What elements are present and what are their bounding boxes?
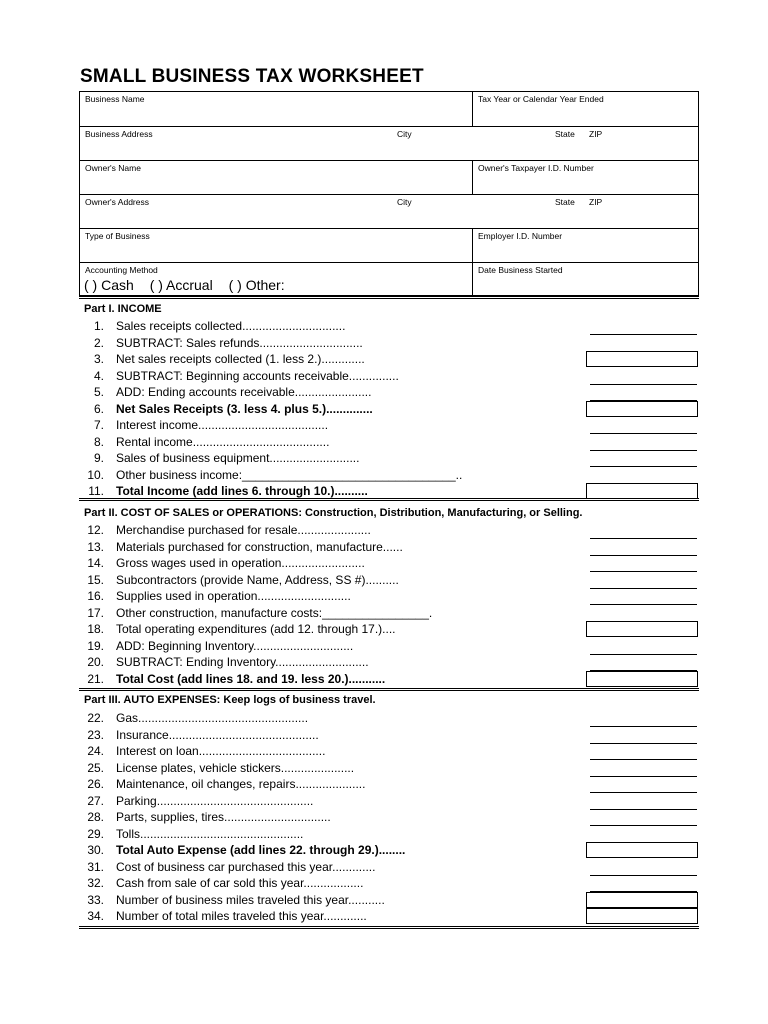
line-number: 13. <box>87 539 104 554</box>
worksheet-line <box>80 655 700 672</box>
line-number: 5. <box>93 385 104 399</box>
line-number: 27. <box>87 793 104 808</box>
line-number: 10. <box>87 467 104 482</box>
cash-checkbox[interactable]: ( ) Cash <box>84 277 134 293</box>
line-number: 16. <box>87 589 104 603</box>
line-number: 30. <box>87 843 104 857</box>
worksheet-line <box>80 761 700 778</box>
worksheet-line <box>80 843 700 860</box>
worksheet-line <box>80 893 700 910</box>
business-address-label: Business Address <box>85 129 153 139</box>
worksheet-line <box>80 589 700 606</box>
row-accounting-method <box>80 262 698 297</box>
worksheet-line <box>80 402 700 419</box>
amount-field[interactable] <box>586 621 698 637</box>
line-description: Rental income......................................... <box>116 434 330 449</box>
row-owners-address <box>80 194 698 228</box>
line-description: Number of total miles traveled this year............. <box>116 909 367 923</box>
row-business-address <box>80 126 698 160</box>
amount-field[interactable] <box>586 401 698 417</box>
line-number: 23. <box>87 727 104 742</box>
employer-id-label: Employer I.D. Number <box>478 231 563 241</box>
worksheet-line <box>80 672 700 689</box>
line-number: 24. <box>87 744 104 758</box>
business-zip-label: ZIP <box>589 129 603 139</box>
line-description: Total Income (add lines 6. through 10.).......... <box>116 484 368 498</box>
line-description: Subcontractors (provide Name, Address, SS #).......... <box>116 572 399 587</box>
worksheet-line <box>80 418 700 435</box>
owners-state-label: State <box>555 197 575 207</box>
worksheet-line <box>80 794 700 811</box>
worksheet-line <box>80 468 700 485</box>
line-description: ADD: Beginning Inventory.............................. <box>116 638 354 653</box>
worksheet-line <box>80 573 700 590</box>
line-number: 3. <box>93 352 104 366</box>
line-description: Total Cost (add lines 18. and 19. less 20.)........... <box>116 671 386 686</box>
amount-field[interactable] <box>586 671 698 687</box>
page-title: SMALL BUSINESS TAX WORKSHEET <box>80 66 424 87</box>
line-number: 1. <box>93 319 104 333</box>
line-description: Sales receipts collected............................... <box>116 319 346 333</box>
line-description: Gas................................................... <box>116 711 309 725</box>
owners-name-label: Owner's Name <box>85 163 141 173</box>
line-number: 14. <box>87 556 104 570</box>
amount-field[interactable] <box>586 908 698 924</box>
section-divider <box>79 498 699 501</box>
accounting-method-options <box>84 277 297 293</box>
accrual-checkbox[interactable]: ( ) Accrual <box>149 277 213 293</box>
row-business-name <box>80 92 698 126</box>
part2-heading: Part II. COST OF SALES or OPERATIONS: Construction, Distribution, Manufacturing, or Selling. <box>84 507 583 519</box>
line-number: 11. <box>88 484 104 498</box>
worksheet-line <box>80 369 700 386</box>
line-number: 26. <box>87 777 104 791</box>
line-description: ADD: Ending accounts receivable....................... <box>116 385 372 399</box>
line-description: License plates, vehicle stickers...................... <box>116 760 355 775</box>
line-number: 34. <box>87 909 104 923</box>
line-number: 29. <box>87 826 104 841</box>
line-description: SUBTRACT: Beginning accounts receivable............... <box>116 368 399 383</box>
worksheet-line <box>80 540 700 557</box>
line-number: 21. <box>87 671 104 686</box>
section-divider <box>79 688 699 691</box>
line-number: 25. <box>87 760 104 775</box>
part3-heading: Part III. AUTO EXPENSES: Keep logs of business travel. <box>84 694 376 706</box>
worksheet-line <box>80 336 700 353</box>
line-description: Cash from sale of car sold this year.................. <box>116 876 364 890</box>
worksheet-line <box>80 744 700 761</box>
owners-address-label: Owner's Address <box>85 197 149 207</box>
owners-tin-label: Owner's Taxpayer I.D. Number <box>478 163 594 173</box>
amount-field[interactable] <box>586 892 698 908</box>
worksheet-line <box>80 622 700 639</box>
line-description: Parts, supplies, tires................................ <box>116 810 331 824</box>
worksheet-line <box>80 711 700 728</box>
worksheet-line <box>80 606 700 623</box>
line-description: SUBTRACT: Ending Inventory............................ <box>116 655 369 669</box>
section-divider <box>79 296 699 299</box>
row-type-of-business <box>80 228 698 262</box>
line-description: Tolls................................................. <box>116 826 304 841</box>
worksheet-line <box>80 435 700 452</box>
line-number: 8. <box>93 434 104 449</box>
business-name-label: Business Name <box>85 94 145 104</box>
worksheet-line <box>80 556 700 573</box>
other-checkbox[interactable]: ( ) Other: <box>228 277 285 293</box>
line-description: Total operating expenditures (add 12. through 17.).... <box>116 622 396 636</box>
line-number: 31. <box>87 859 104 874</box>
line-number: 12. <box>87 523 104 537</box>
tax-year-label: Tax Year or Calendar Year Ended <box>478 94 604 104</box>
line-description: Number of business miles traveled this year........... <box>116 892 385 907</box>
line-number: 20. <box>87 655 104 669</box>
date-started-label: Date Business Started <box>478 265 563 275</box>
type-of-business-label: Type of Business <box>85 231 150 241</box>
worksheet-line <box>80 860 700 877</box>
line-description: Other construction, manufacture costs:________________. <box>116 605 433 620</box>
amount-field[interactable] <box>586 351 698 367</box>
line-description: Supplies used in operation............................ <box>116 589 351 603</box>
worksheet-line <box>80 352 700 369</box>
line-number: 2. <box>93 335 104 350</box>
worksheet-line <box>80 810 700 827</box>
line-number: 33. <box>87 892 104 907</box>
line-description: Interest on loan...................................... <box>116 744 326 758</box>
line-description: Merchandise purchased for resale...................... <box>116 523 371 537</box>
business-state-label: State <box>555 129 575 139</box>
line-number: 9. <box>93 451 104 465</box>
owners-zip-label: ZIP <box>589 197 603 207</box>
line-description: Sales of business equipment........................... <box>116 451 360 465</box>
worksheet-line <box>80 876 700 893</box>
worksheet-line <box>80 639 700 656</box>
line-description: Other business income:________________________________.. <box>116 467 463 482</box>
worksheet-line <box>80 451 700 468</box>
line-description: SUBTRACT: Sales refunds............................... <box>116 335 363 350</box>
amount-field[interactable] <box>586 842 698 858</box>
line-number: 4. <box>93 368 104 383</box>
line-description: Net sales receipts collected (1. less 2.)............. <box>116 352 365 366</box>
worksheet-line <box>80 385 700 402</box>
owners-city-label: City <box>397 197 412 207</box>
worksheet-line <box>80 827 700 844</box>
line-description: Gross wages used in operation......................... <box>116 556 365 570</box>
line-number: 18. <box>87 622 104 636</box>
amount-field[interactable] <box>586 483 698 499</box>
business-city-label: City <box>397 129 412 139</box>
line-number: 22. <box>87 711 104 725</box>
accounting-method-label: Accounting Method <box>85 265 158 275</box>
line-description: Total Auto Expense (add lines 22. through 29.)........ <box>116 843 406 857</box>
line-number: 17. <box>87 605 104 620</box>
line-number: 7. <box>93 418 104 432</box>
worksheet-line <box>80 728 700 745</box>
line-number: 28. <box>87 810 104 824</box>
header-box <box>79 91 699 296</box>
worksheet-line <box>80 909 700 926</box>
line-number: 15. <box>87 572 104 587</box>
line-description: Cost of business car purchased this year............. <box>116 859 376 874</box>
line-number: 19. <box>87 638 104 653</box>
row-owners-name <box>80 160 698 194</box>
worksheet-line <box>80 319 700 336</box>
line-description: Net Sales Receipts (3. less 4. plus 5.).............. <box>116 401 373 416</box>
line-description: Materials purchased for construction, manufacture...... <box>116 539 403 554</box>
section-divider <box>79 926 699 929</box>
line-description: Parking............................................... <box>116 793 314 808</box>
worksheet-line <box>80 523 700 540</box>
worksheet-line <box>80 777 700 794</box>
line-description: Insurance............................................. <box>116 727 319 742</box>
part1-heading: Part I. INCOME <box>84 303 162 315</box>
line-number: 32. <box>87 876 104 890</box>
line-description: Maintenance, oil changes, repairs..................... <box>116 777 366 791</box>
line-description: Interest income....................................... <box>116 418 329 432</box>
line-number: 6. <box>93 401 104 416</box>
